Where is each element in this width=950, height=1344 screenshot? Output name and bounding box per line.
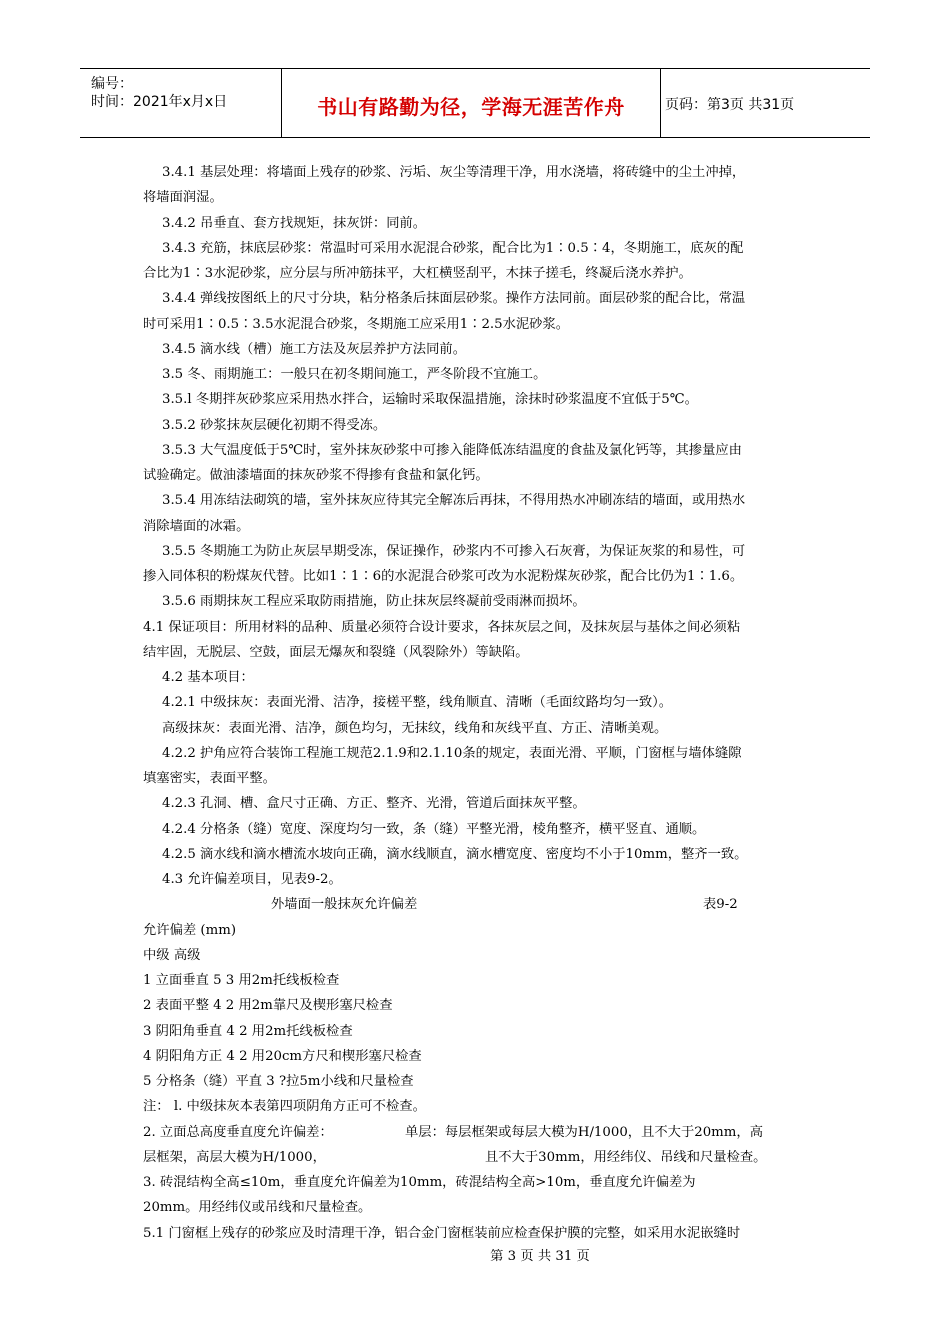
table-row: 4 阴阳角方正 4 2 用20cm方尺和楔形塞尺检查 [143,1048,422,1064]
paragraph-line: 高级抹灰：表面光滑、洁净，颜色均匀，无抹纹，线角和灰线平直、方正、清晰美观。 [162,720,668,736]
paragraph-line: 3.5.5 冬期施工为防止灰层早期受冻，保证操作，砂浆内不可掺入石灰膏，为保证灰浆的和易性，可 [162,543,746,559]
document-number-label: 编号： [91,76,133,92]
paragraph-line: 合比为1∶3水泥砂浆，应分层与所冲筋抹平，大杠横竖刮平，木抹子搓毛，终凝后浇水养护。 [143,266,692,281]
paragraph-line: 4.1 保证项目：所用材料的品种、质量必须符合设计要求，各抹灰层之间，及抹灰层与基体之间必须粘 [143,619,741,635]
paragraph-line: 3.4.1 基层处理：将墙面上残存的砂浆、污垢、灰尘等清理干净，用水浇墙，将砖缝中的尘土冲掉， [162,165,746,180]
note-text: 5.1 门窗框上残存的砂浆应及时清理干净，铝合金门窗框装前应检查保护膜的完整，如采用水泥嵌缝时 [143,1225,741,1241]
document-body [143,160,803,1246]
note-text: 3. 砖混结构全高≤10m，垂直度允许偏差为10mm，砖混结构全高>10m，垂直度允许偏差为 [143,1175,696,1190]
document-date: 时间：2021年x月x日 [91,94,228,110]
paragraph-line: 3.4.2 吊垂直、套方找规矩，抹灰饼：同前。 [162,215,427,231]
paragraph-line: 3.5 冬、雨期施工：一般只在初冬期间施工，严冬阶段不宜施工。 [162,367,547,382]
header-page-cell [661,69,870,137]
paragraph-line: 消除墙面的冰霜。 [143,518,250,534]
note-text: 注： l. 中级抹灰本表第四项阴角方正可不检查。 [143,1099,426,1115]
paragraph-line: 试验确定。做油漆墙面的抹灰砂浆不得掺有食盐和氯化钙。 [143,468,489,483]
table-number: 表9-2 [703,897,738,913]
paragraph-line: 4.2.4 分格条（缝）宽度、深度均匀一致，条（缝）平整光滑，棱角整齐，横平竖直、通顺。 [162,821,706,837]
note-line [143,1170,803,1195]
paragraph-line: 3.4.4 弹线按图纸上的尺寸分块，粘分格条后抹面层砂浆。操作方法同前。面层砂浆的配合比，常温 [162,291,746,307]
paragraph-line: 3.5.l 冬期拌灰砂浆应采用热水拌合，运输时采取保温措施，涂抹时砂浆温度不宜低于5℃。 [162,392,698,408]
note-text: 20mm。用经纬仪或吊线和尺量检查。 [143,1200,372,1216]
note-line [143,1120,803,1145]
note-text-continued: 且不大于30mm，用经纬仪、吊线和尺量检查。 [485,1149,767,1165]
note-line [143,1145,803,1170]
note-line [143,1221,803,1246]
page-footer [0,1245,950,1264]
paragraph-line: 4.3 允许偏差项目，见表9-2。 [162,872,342,887]
page-header [80,68,870,138]
header-motto-cell [282,69,661,137]
paragraph-line: 填塞密实，表面平整。 [143,771,276,786]
table-row: 2 表面平整 4 2 用2m靠尺及楔形塞尺检查 [143,998,393,1014]
table-row: 5 分格条（缝）平直 3 ?拉5m小线和尺量检查 [143,1074,414,1089]
paragraph-line: 3.4.3 充筋，抹底层砂浆：常温时可采用水泥混合砂浆，配合比为1∶0.5∶4，冬期施工，底灰的配 [162,240,744,256]
paragraph-line: 3.4.5 滴水线（槽）施工方法及灰层养护方法同前。 [162,341,466,357]
paragraph-line: 3.5.4 用冻结法砌筑的墙，室外抹灰应待其完全解冻后再抹，不得用热水冲刷冻结的墙面，或用热水 [162,493,746,509]
paragraph-line: 4.2.3 孔洞、槽、盒尺寸正确、方正、整齐、光滑，管道后面抹灰平整。 [162,796,586,812]
table-caption [143,892,803,917]
paragraph-line: 3.5.2 砂浆抹灰层硬化初期不得受冻。 [162,417,387,433]
paragraph-line: 4.2.5 滴水线和滴水槽流水坡向正确，滴水线顺直，滴水槽宽度、密度均不小于10mm，整齐一致。 [162,846,748,862]
table-title: 外墙面一般抹灰允许偏差 [271,897,418,913]
table-row: 3 阴阳角垂直 4 2 用2m托线板检查 [143,1023,353,1039]
paragraph-line: 掺入同体积的粉煤灰代替。比如1∶1∶6的水泥混合砂浆可改为水泥粉煤灰砂浆，配合比仍为1∶1.6。 [143,569,744,584]
paragraph-line: 4.2.1 中级抹灰：表面光滑、洁净，接槎平整，线角顺直、清晰（毛面纹路均匀一致）。 [162,695,673,711]
paragraph-line: 3.5.6 雨期抹灰工程应采取防雨措施，防止抹灰层终凝前受雨淋而损坏。 [162,594,586,610]
paragraph-line: 将墙面润湿。 [143,190,223,206]
note-text: 层框架，高层大模为H/1000， [143,1149,326,1165]
header-page-code: 页码：第3页 共31页 [665,97,795,113]
paragraph-line: 4.2.2 护角应符合装饰工程施工规范2.1.9和2.1.10条的规定，表面光滑、平顺，门窗框与墙体缝隙 [162,745,742,761]
note-line [143,1195,803,1220]
table-row: 1 立面垂直 5 3 用2m托线板检查 [143,973,340,988]
note-text-continued: 单层：每层框架或每层大模为H/1000，且不大于20mm，高 [405,1124,763,1140]
header-info-cell [80,69,282,137]
paragraph-line: 3.5.3 大气温度低于5℃时，室外抹灰砂浆中可掺入能降低冻结温度的食盐及氯化钙等，其掺量应由 [162,442,742,458]
paragraph-line: 时可采用1∶0.5∶3.5水泥混合砂浆，冬期施工应采用1∶2.5水泥砂浆。 [143,316,570,332]
table-unit-line: 允许偏差 (mm) [143,922,237,938]
table-grade-header: 中级 高级 [143,947,201,963]
header-motto: 书山有路勤为径，学海无涯苦作舟 [317,95,625,119]
paragraph-line: 4.2 基本项目： [162,670,254,685]
note-line [143,1094,803,1119]
paragraph-line: 结牢固，无脱层、空鼓，面层无爆灰和裂缝（风裂除外）等缺陷。 [143,644,529,660]
note-text: 2. 立面总高度垂直度允许偏差： [143,1124,333,1140]
footer-page-number: 第 3 页 共 31 页 [490,1249,590,1264]
